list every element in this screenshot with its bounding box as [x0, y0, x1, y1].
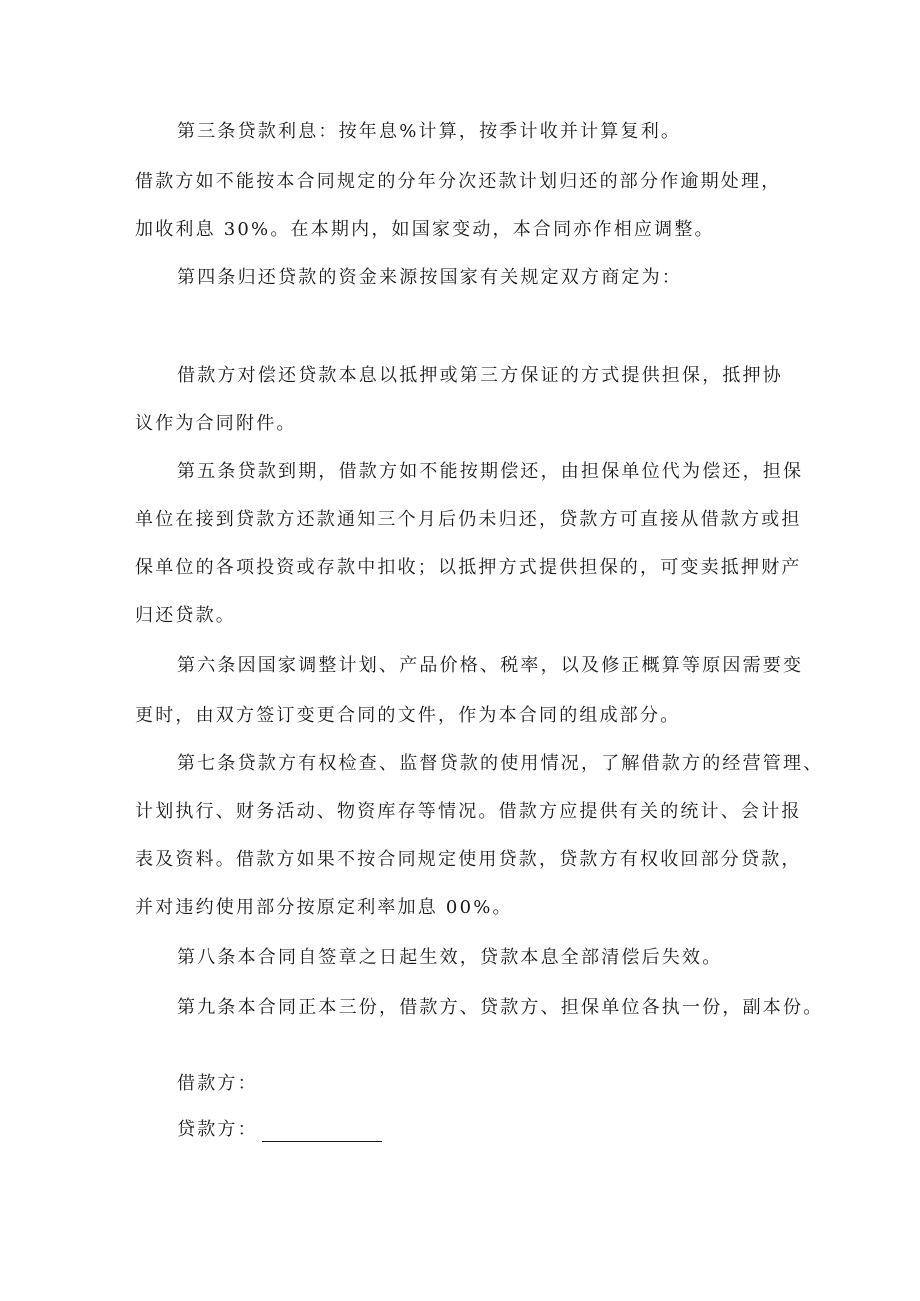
article5-line1: 第五条贷款到期，借款方如不能按期偿还，由担保单位代为偿还，担保 — [177, 461, 804, 482]
article4-guarantee-line1: 借款方对偿还贷款本息以抵押或第三方保证的方式提供担保，抵押协 — [177, 365, 783, 386]
article8-line1: 第八条本合同自签章之日起生效，贷款本息全部清偿后失效。 — [177, 947, 723, 968]
article5-line2: 单位在接到贷款方还款通知三个月后仍未归还，贷款方可直接从借款方或担 — [135, 509, 802, 530]
article9-line1: 第九条本合同正本三份，借款方、贷款方、担保单位各执一份，副本份。 — [177, 997, 824, 1018]
article7-line2: 计划执行、财务活动、物资库存等情况。借款方应提供有关的统计、会计报 — [135, 801, 802, 822]
article5-line4: 归还贷款。 — [135, 605, 236, 626]
lender-signature-label: 贷款方： — [177, 1119, 258, 1140]
article7-line3: 表及资料。借款方如果不按合同规定使用贷款，贷款方有权收回部分贷款， — [135, 849, 802, 870]
lender-signature — [177, 1118, 382, 1142]
article6-line1: 第六条因国家调整计划、产品价格、税率，以及修正概算等原因需要变 — [177, 655, 804, 676]
article3-line1: 第三条贷款利息：按年息%计算，按季计收并计算复利。 — [177, 121, 682, 142]
article7-line4: 并对违约使用部分按原定利率加息 00%。 — [135, 897, 513, 918]
lender-signature-blank[interactable] — [262, 1123, 382, 1142]
borrower-signature-label: 借款方： — [177, 1073, 258, 1094]
article4-guarantee-line2: 议作为合同附件。 — [135, 413, 297, 434]
article5-line3: 保单位的各项投资或存款中扣收；以抵押方式提供担保的，可变卖抵押财产 — [135, 557, 802, 578]
article3-line2: 借款方如不能按本合同规定的分年分次还款计划归还的部分作逾期处理， — [135, 171, 782, 192]
article6-line2: 更时，由双方签订变更合同的文件，作为本合同的组成部分。 — [135, 705, 681, 726]
article3-line3: 加收利息 30%。在本期内，如国家变动，本合同亦作相应调整。 — [135, 219, 715, 240]
article7-line1: 第七条贷款方有权检查、监督贷款的使用情况，了解借款方的经营管理、 — [177, 753, 824, 774]
article4-line1: 第四条归还贷款的资金来源按国家有关规定双方商定为： — [177, 267, 682, 288]
